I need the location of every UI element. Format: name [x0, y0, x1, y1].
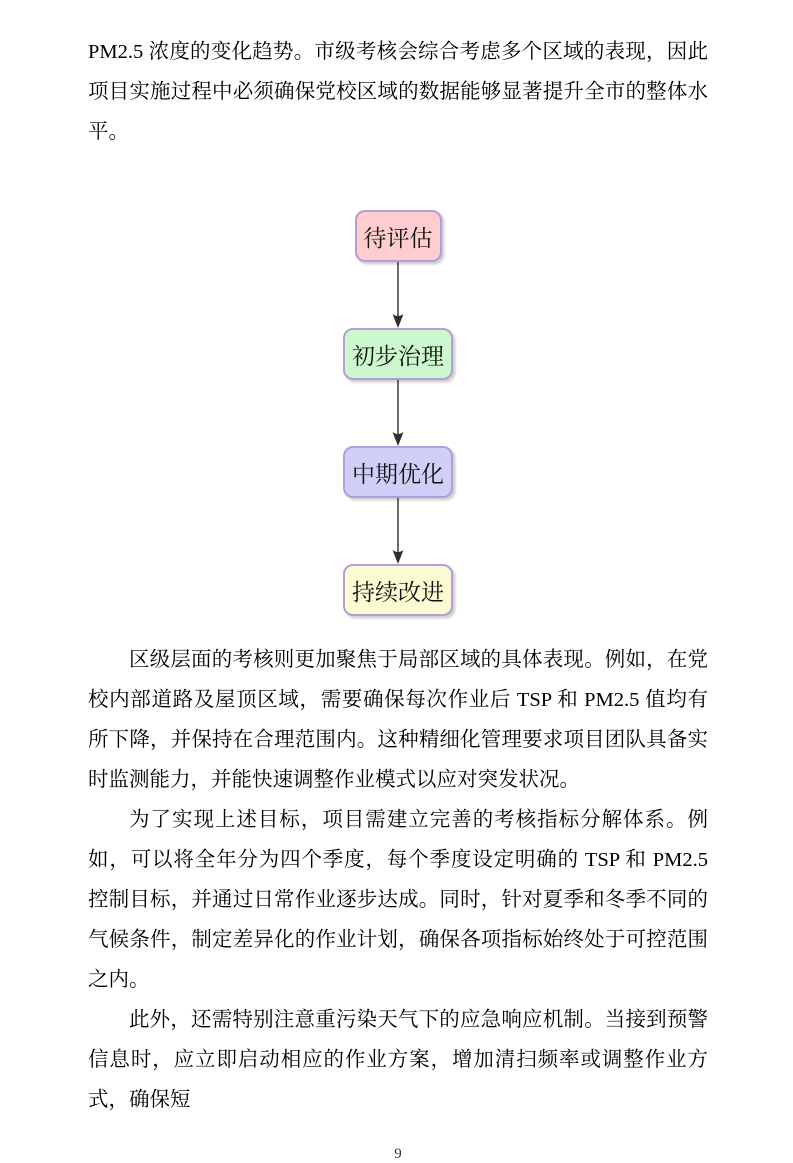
flow-node-initial-treatment: 初步治理	[343, 328, 453, 380]
body-paragraph-4: 此外，还需特别注意重污染天气下的应急响应机制。当接到预警信息时，应立即启动相应的作业方案，增加清扫频率或调整作业方式，确保短	[88, 1009, 708, 1111]
body-paragraph-1: PM2.5 浓度的变化趋势。市级考核会综合考虑多个区域的表现，因此项目实施过程中必须确保党校区域的数据能够显著提升全市的整体水平。	[88, 41, 708, 143]
body-paragraph-2: 区级层面的考核则更加聚焦于局部区域的具体表现。例如，在党校内部道路及屋顶区域，需要确保每次作业后 TSP 和 PM2.5 值均有所下降，并保持在合理范围内。这种精细化管理要求项目团队具备实时监测能力，并能快速调整作业模式以应对突发状况。	[88, 649, 708, 791]
down-arrow-icon	[390, 380, 406, 446]
assessment-stages-flowchart	[88, 210, 708, 616]
flow-node-continuous-improvement: 持续改进	[343, 564, 453, 616]
flow-node-midterm-optimization: 中期优化	[343, 446, 453, 498]
down-arrow-icon	[390, 498, 406, 564]
body-paragraph-3: 为了实现上述目标，项目需建立完善的考核指标分解体系。例如，可以将全年分为四个季度，每个季度设定明确的 TSP 和 PM2.5 控制目标，并通过日常作业逐步达成。同时，针对夏季和冬季不同的气候条件，制定差异化的作业计划，确保各项指标始终处于可控范围之内。	[88, 809, 708, 991]
page-number: 9	[394, 1146, 402, 1162]
down-arrow-icon	[390, 262, 406, 328]
flow-node-pending-evaluation: 待评估	[355, 210, 442, 262]
